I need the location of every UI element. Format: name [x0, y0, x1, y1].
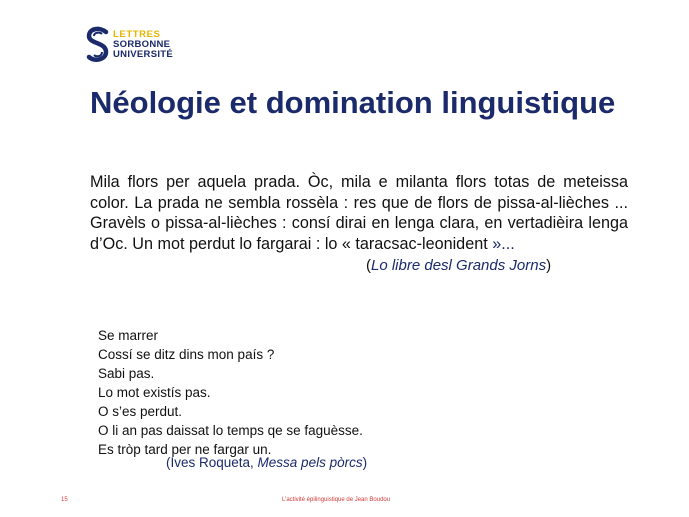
citation2-close: ) [362, 455, 368, 470]
citation2-title: Messa pels pòrcs [257, 455, 363, 470]
poem-line: O s’es perdut. [98, 404, 183, 419]
poem-line: Se marrer [98, 328, 159, 343]
footer-text: L’activité épilinguistique de Jean Boudou [282, 497, 391, 503]
poem-line: Es tròp tard per ne fargar un. [98, 442, 272, 457]
citation1-title: Lo libre desl Grands Jorns [371, 257, 547, 274]
poem [98, 326, 363, 459]
logo-line-sorbonne: SORBONNE [113, 39, 171, 50]
citation1-open: ( [366, 257, 371, 274]
main-paragraph [90, 172, 628, 254]
citation2-author: (Ives Roqueta, [166, 455, 258, 470]
poem-line: Lo mot existís pas. [98, 385, 211, 400]
sorbonne-logo [86, 26, 173, 64]
sorbonne-s-icon [86, 26, 110, 64]
logo-line-lettres: LETTRES [113, 29, 161, 40]
poem-line: O li an pas daissat lo temps qe se faguèsse. [98, 423, 363, 438]
main-paragraph-text: Mila flors per aquela prada. Òc, mila e milanta flors totas de meteissa color. La prada ne sembla rossèla : res que de flors de pissa-al-lièches ... Gravèls o pissa-al-lièches : consí dirai en lenga clara, en vertadièira lenga d’Oc. Un mot perdut lo fargarai : lo « taracsac-leonident [90, 173, 628, 253]
logo-text [113, 30, 173, 60]
slide-title: Néologie et domination linguistique [90, 85, 616, 120]
page-number: 15 [61, 497, 68, 503]
citation-grands-jorns [366, 257, 551, 274]
citation1-close: ) [546, 257, 552, 274]
main-paragraph-end: »... [492, 234, 515, 253]
citation-messa-pels-porcs [166, 455, 367, 470]
poem-line: Sabi pas. [98, 366, 155, 381]
poem-line: Cossí se ditz dins mon país ? [98, 347, 275, 362]
logo-line-universite: UNIVERSITÉ [113, 49, 174, 60]
